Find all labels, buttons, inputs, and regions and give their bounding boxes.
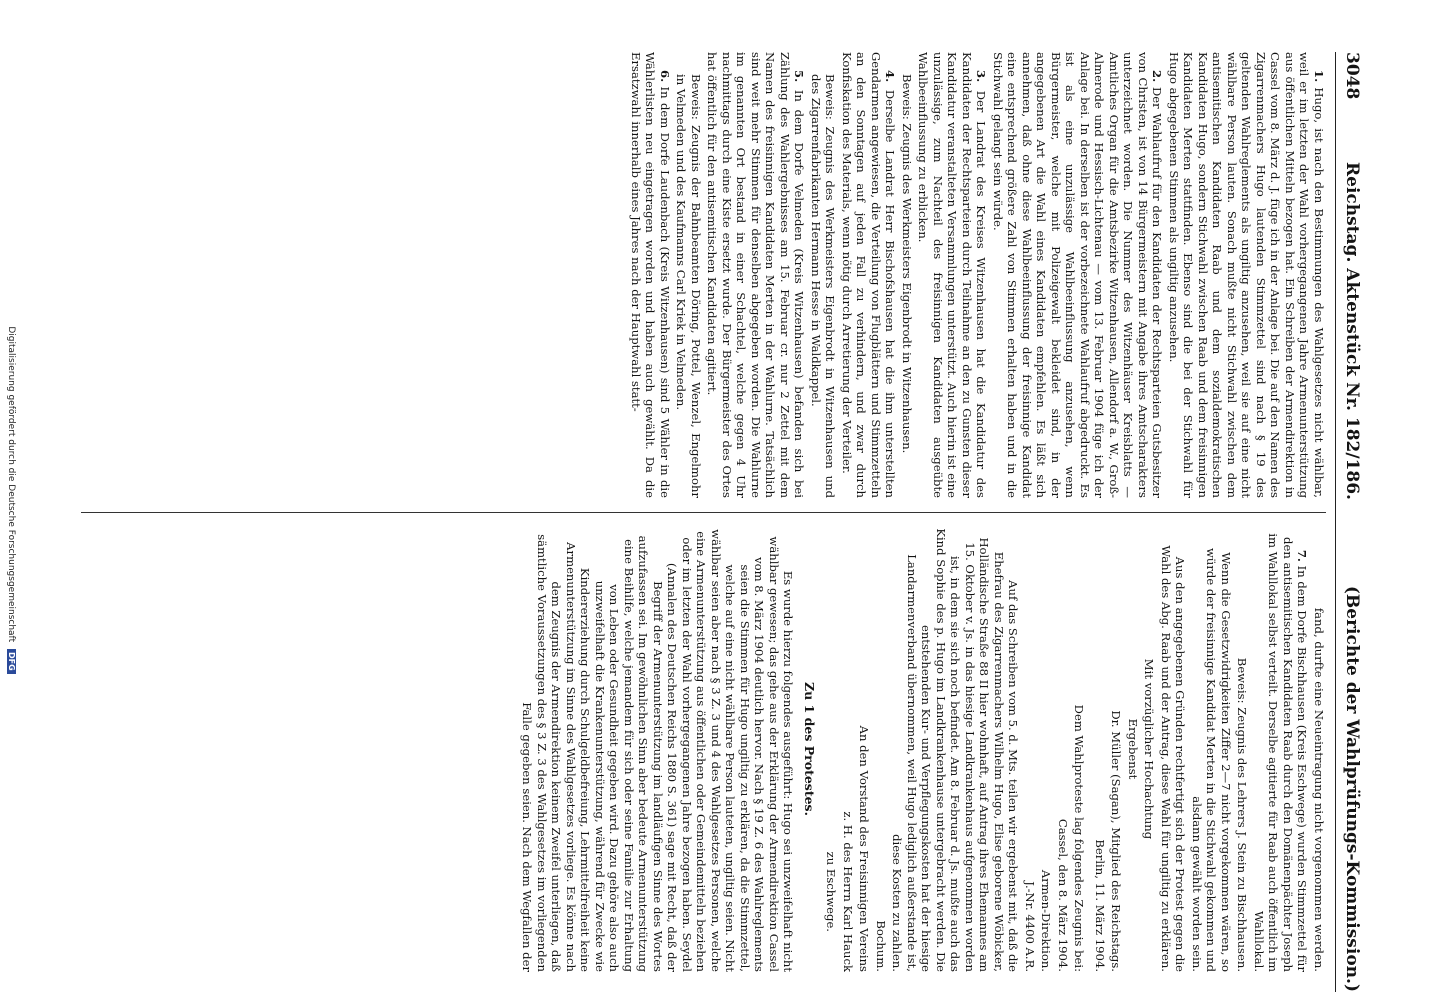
section-heading: Zu 1 des Protestes. [802, 682, 817, 816]
section-paragraph: Es wurde hierzu folgendes ausgeführt: Hugo sei unzweifelhaft nicht wählbar gewesen; das gehe aus der Erklärung der Armendirektion Cassel vom 8. März 1904 deutlich hervor. Nach § 19 Z. 6 des Wahlreglements seien die Stimmen für Hugo ungiltig zu erklären, da die Stimmzettel, welche auf eine nicht wählbare Person lauteten, ungiltig seien. Nicht wählbar seien aber nach § 3 Z. 3 und 4 des Wahlgesetzes Personen, welche eine Armenunterstützung aus öffentlichen oder Gemeindemitteln beziehen oder im letzten der Wahl vorhergegangenen Jahre bezogen haben. Seydel (Annalen des Deutschen Reichs 1880 S. 361) sage mit Recht, daß der Begriff der Armenunterstützung im landläufigen Sinne des Wortes aufzufassen sei. Im gewöhnlichen Sinn aber bedeute Armenunterstützung eine Beihilfe, welche jemandem für sich oder seine Familie zur Erhaltung von Leben oder Gesundheit gegeben wird. Dazu gehöre also auch unzweifelhaft die Krankenunterstützung, während für Zwecke wie Kindererziehung durch Schulgeldbefreiung, Lehrmittelfreiheit keine Armenunterstützung im Sinne des Wahlgesetzes vorliege. Es könne nach dem Zeugnis der Armendirektion keinem Zweifel unterliegen, daß sämtliche Voraussetzungen des § 3 Z. 3 des Wahlgesetzes im vorliegenden Falle gegeben seien. Nach dem Wegfallen der [520, 529, 796, 972]
address-line-3: zu Eschwege. [824, 851, 839, 932]
address-line-1: An den Vorstand des Freisinnigen Vereins [857, 725, 872, 972]
letter-text: Auf das Schreiben vom 5. d. Mts. teilen wir ergebenst mit, daß die Ehefrau des Zigarrenmachers Wilhelm Hugo, Elise geborene Wöbicker, Holländische Straße 88 II hier wohnhaft, auf Antrag ihres Ehemannes am 15. Oktober v. Js. in das hiesige Landkrankenhaus aufgenommen worden ist, in dem sie sich noch befindet. Am 8. Februar d. Js. mußte auch das Kind Sophie des p. Hugo im Landkrankenhause untergebracht werden. Die entstehenden Kur- und Verpflegungskosten hat der hiesige Landarmenverband übernommen, weil Hugo lediglich außerstande ist, diese Kosten zu zahlen. [890, 528, 1021, 972]
page-number: 3048 [1342, 52, 1362, 100]
dfg-logo: DFG [7, 649, 16, 674]
paragraph-8: Wenn die Gesetzwidrigkeiten Ziffer 2—7 nicht vorgekommen wären, so würde der freisinnige Kandidat Merten in die Stichwahl gekommen und alsdann gewählt worden sein. [1190, 547, 1233, 972]
right-column [81, 526, 1326, 972]
address-line-2: z. H. des Herrn Karl Hauck [841, 811, 855, 972]
document-title: Reichstag. Aktenstück Nr. 182/186. [1342, 162, 1362, 500]
section-title: (Berichte der Wahlprüfungs-Kommission.) [1342, 585, 1362, 992]
place-date-cassel: Cassel, den 8. März 1904. [1056, 818, 1070, 972]
left-column [81, 52, 1326, 498]
evidence-5: Beweis: Zeugnis der Bahnbeamten Döring, Pottel, Wenzel, Engelmohr in Velmeden und des Kaufmanns Carl Kriek in Velmeden. [674, 74, 703, 498]
paragraph-4: 4. Derselbe Landrat Herr Bischofshausen hat die ihm unterstellten Gendarmen angewiesen, die Verteilung von Flugblättern und Stimmzetteln an den Sonntagen auf jeden Fall zu verhindern, und zwar durch Konfiskation des Materials, wenn nötig durch Arretierung der Verteiler. [840, 52, 898, 498]
place-date-berlin: Berlin, 11. März 1904. [1093, 839, 1107, 972]
paragraph-2: 2. Der Wahlaufruf für den Kandidaten der Rechtsparteien Gutsbesitzer von Christen, ist von 14 Bürgermeistern mit Angabe ihres Amtscharakters unterzeichnet worden. Die Nummer des Witzenhäuser Kreisblatts — Amtliches Organ für die Amtsbezirke Witzenhausen, Allendorf a. W., Groß-Almerode und Hessisch-Lichtenau — vom 13. Februar 1904 füge ich der Anlage bei. In derselben ist der vorbezeichnete Wahlaufruf abgedruckt. Es ist als eine unzulässige Wahlbeeinflussung anzusehen, wenn Bürgermeister, welche mit Polizeigewalt bekleidet sind, in der angegebenen Art die Wahl eines Kandidaten empfehlen. Es läßt sich annehmen, daß ohne diese Wahlbeeinflussung der freisinnige Kandidat eine entsprechend größere Zahl von Stimmen erhalten haben und in die Stichwahl gelangt sein würde. [991, 52, 1165, 498]
footer-text: Digitalisierung gefördert durch die Deutsche Forschungsgemeinschaft [6, 326, 16, 643]
digitization-footer [6, 0, 16, 1000]
paragraph-6-continued: fand, durfte eine Neueintragung nicht vorgenommen werden. [1312, 607, 1326, 972]
paragraph-5: 5. In dem Dorfe Velmeden (Kreis Witzenhausen) befanden sich bei Zählung des Wahlergebnisses am 15. Februar cr. nur 2 Zettel mit dem Namen des freisinnigen Kandidaten Merten in der Wahlurne. Tatsächlich sind weit mehr Stimmen für denselben abgegeben worden. Die Wahlurne im genannten Ort bestand in einer Schachtel, welche gegen 4 Uhr nachmittags durch eine Kiste ersetzt wurde. Der Bürgermeister des Ortes hat öffentlich für den antisemitischen Kandidaten agitiert. [705, 52, 807, 498]
paragraph-1: 1. Hugo, ist nach den Bestimmungen des Wahlgesetzes nicht wählbar, weil er im letzten der Wahl vorhergegangenen Jahre Armenunterstützung aus öffentlichen Mitteln bezogen hat. Ein Schreiben der Armendirektion in Cassel vom 8. März d. J. füge ich in der Anlage bei. Die auf den Namen des Zigarrenmachers Hugo lautenden Stimmzettel sind nach § 19 des geltenden Wahlreglements als ungiltig anzusehen, weil sie auf eine nicht wählbare Person lauten. Sonach mußte nicht Stichwahl zwischen dem antisemitischen Kandidaten Raab und dem sozialdemokratischen Kandidaten Hugo, sondern Stichwahl zwischen Raab und dem freisinnigen Kandidaten Merten stattfinden. Ebenso sind die bei der Stichwahl für Hugo abgegebenen Stimmen als ungiltig anzusehen. [1167, 52, 1326, 498]
evidence-7: Beweis: Zeugnis des Lehrers J. Stein zu Bischhausen. [1235, 657, 1250, 972]
running-header [1335, 52, 1364, 992]
paragraph-6: 6. In dem Dorfe Laudenbach (Kreis Witzenhausen) sind 5 Wähler in die Wählerlisten neu eingetragen worden und haben auch gewählt. Da die Ersatzwahl innerhalb eines Jahres nach der Hauptwahl statt- [629, 52, 672, 498]
office-name: Armen-Direktion. [1039, 869, 1054, 972]
reference-number: J.-Nr. 4400 A.R. [1023, 881, 1037, 972]
evidence-4: Beweis: Zeugnis des Werkmeisters Eigenbrodt in Witzenhausen und des Zigarrenfabrikanten Hermann Hesse in Waldkappel. [809, 74, 838, 498]
page-sheet [74, 52, 1364, 992]
signature-bochum: Bochum. [874, 920, 888, 972]
paragraph-9: Aus den angegebenen Gründen rechtfertigt sich der Protest gegen die Wahl des Abg. Raab und der Antrag, diese Wahl für ungiltig zu erklären. [1159, 545, 1188, 972]
signature-mueller: Dr. Müller (Sagan), Mitglied des Reichstags. [1109, 710, 1124, 972]
column-divider [81, 512, 1326, 513]
paragraph-3: 3. Der Landrat des Kreises Witzenhausen hat die Kandidatur des Kandidaten der Rechtsparteien durch Teilnahme an den zu Gunsten dieser Kandidatur veranstalteten Versammlungen unterstützt. Auch hierin ist eine unzulässige, zum Nachteil des freisinnigen Kandidaten ausgeübte Wahlbeeinflussung zu erblicken. [916, 52, 989, 498]
attachment-intro: Dem Wahlproteste lag folgendes Zeugnis bei: [1072, 704, 1087, 972]
closing-greeting: Mit vorzüglicher Hochachtung [1142, 658, 1157, 840]
paragraph-7: 7. In dem Dorfe Bischhausen (Kreis Eschwege) wurden Stimmzettel für den antisemitischen Kandidaten Raab durch den Domänenpächter Joseph im Wahllokal selbst verteilt. Derselbe agitierte für Raab auch öffentlich im Wahllokal. [1252, 533, 1310, 972]
closing-ergebenst: Ergebenst [1126, 718, 1140, 780]
evidence-3: Beweis: Zeugnis des Werkmeisters Eigenbrodt in Witzenhausen. [900, 74, 914, 454]
